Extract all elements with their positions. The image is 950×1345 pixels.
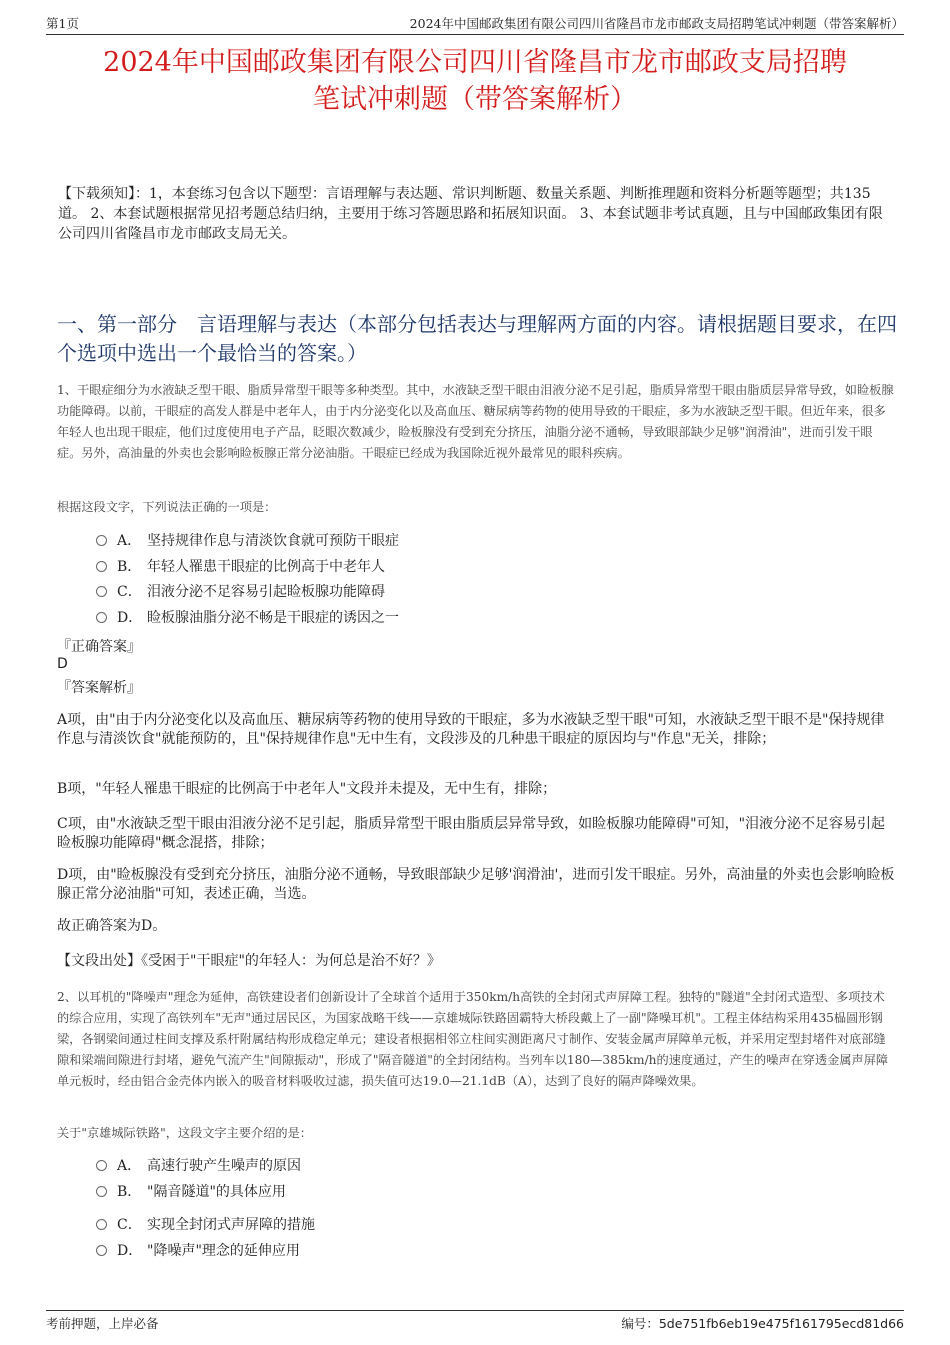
q1-option-a[interactable]: A． 坚持规律作息与清淡饮食就可预防干眼症 — [96, 530, 399, 552]
analysis-label: 『答案解析』 — [57, 680, 141, 696]
radio-icon[interactable] — [96, 1160, 107, 1171]
radio-icon[interactable] — [96, 561, 107, 572]
q2-option-b[interactable]: B． "隔音隧道"的具体应用 — [96, 1181, 286, 1203]
source-note: 【文段出处】《受困于"干眼症"的年轻人：为何总是治不好？》 — [57, 953, 441, 969]
analysis-b: B项，"年轻人罹患干眼症的比例高于中老年人"文段并未提及，无中生有，排除； — [57, 781, 557, 797]
footer-slogan: 考前押题，上岸必备 — [46, 1316, 159, 1331]
page-number: 第1页 — [46, 16, 79, 31]
footer-divider — [46, 1310, 904, 1311]
q1-option-c[interactable]: C． 泪液分泌不足容易引起睑板腺功能障碍 — [96, 581, 385, 603]
q2-option-a[interactable]: A． 高速行驶产生噪声的原因 — [96, 1155, 301, 1177]
q2-option-d[interactable]: D． "降噪声"理念的延伸应用 — [96, 1240, 300, 1262]
footer-code — [621, 1314, 904, 1332]
radio-icon[interactable] — [96, 612, 107, 623]
q1-option-b[interactable]: B． 年轻人罹患干眼症的比例高于中老年人 — [96, 556, 385, 578]
page-header — [46, 14, 904, 35]
answer-value: D — [57, 656, 68, 672]
footer-code-label: 编号： — [621, 1316, 659, 1331]
q1-question: 根据这段文字，下列说法正确的一项是： — [57, 500, 277, 514]
analysis-conclusion: 故正确答案为D。 — [57, 918, 167, 934]
q2-passage: 2、以耳机的"降噪声"理念为延伸，高铁建设者们创新设计了全球首个适用于350km/h高铁的全封闭式声屏障工程。独特的"隧道"全封闭式造型、多项技术的综合应用，实现了高铁列车"无声"通过居民区，为国家战略干线——京雄城际铁路固霸特大桥段戴上了一副"降噪耳机"。工程主体结构采用435榀圆形钢梁，各钢梁间通过柱间支撑及系杆附属结构形成稳定单元；建设者根据相邻立柱间实测距离尺寸制作、安装金属声屏障单元板，并采用定型封堵件对底部缝隙和梁端间隙进行封堵，避免气流产生"间隙振动"，形成了"隔音隧道"的全封闭结构。当列车以180—385km/h的速度通过，产生的噪声在穿透金属声屏障单元板时，经由铝合金壳体内嵌入的吸音材料吸收过滤，损失值可达19.0—21.1dB（A），达到了良好的隔声降噪效果。 — [57, 990, 889, 1088]
analysis-a: A项，由"由于内分泌变化以及高血压、糖尿病等药物的使用导致的干眼症，多为水液缺乏型干眼"可知，水液缺乏型干眼不是"保持规律作息与清淡饮食"就能预防的，且"保持规律作息"无中生有，文段涉及的几种患干眼症的原因均与"作息"无关，排除； — [57, 712, 885, 747]
analysis-d: D项，由"睑板腺没有受到充分挤压，油脂分泌不通畅，导致眼部缺少足够'润滑油'，进而引发干眼症。另外，高油量的外卖也会影响睑板腺正常分泌油脂"可知，表述正确，当选。 — [57, 867, 895, 902]
page-title — [40, 44, 910, 118]
header-doc-title: 2024年中国邮政集团有限公司四川省隆昌市龙市邮政支局招聘笔试冲刺题（带答案解析） — [409, 16, 904, 31]
q2-question: 关于"京雄城际铁路"，这段文字主要介绍的是： — [57, 1126, 312, 1140]
title-line-1: 2024年中国邮政集团有限公司四川省隆昌市龙市邮政支局招聘 — [103, 47, 847, 78]
section-heading: 一、第一部分 言语理解与表达（本部分包括表达与理解两方面的内容。请根据题目要求，在四个选项中选出一个最恰当的答案。） — [57, 312, 897, 365]
q2-option-c[interactable]: C． 实现全封闭式声屏障的措施 — [96, 1214, 315, 1236]
footer-code-value: 5de751fb6eb19e475f161795ecd81d66 — [658, 1316, 904, 1331]
title-line-2: 笔试冲刺题（带答案解析） — [313, 84, 637, 115]
q1-option-d[interactable]: D． 睑板腺油脂分泌不畅是干眼症的诱因之一 — [96, 607, 399, 629]
analysis-c: C项，由"水液缺乏型干眼由泪液分泌不足引起，脂质异常型干眼由脂质层异常导致，如睑板腺功能障碍"可知，"泪液分泌不足容易引起睑板腺功能障碍"概念混搭，排除； — [57, 816, 886, 851]
answer-label: 『正确答案』 — [57, 639, 141, 655]
download-notice: 【下载须知】：1，本套练习包含以下题型：言语理解与表达题、常识判断题、数量关系题、判断推理题和资料分析题等题型；共135道。 2、本套试题根据常见招考题总结归纳，主要用于练习答题思路和拓展知识面。 3、本套试题非考试真题，且与中国邮政集团有限公司四川省隆昌市龙市邮政支局无关。 — [58, 186, 883, 242]
radio-icon[interactable] — [96, 586, 107, 597]
radio-icon[interactable] — [96, 1245, 107, 1256]
q1-passage: 1、干眼症细分为水液缺乏型干眼、脂质异常型干眼等多种类型。其中，水液缺乏型干眼由泪液分泌不足引起，脂质异常型干眼由脂质层异常导致，如睑板腺功能障碍。以前，干眼症的高发人群是中老年人，由于内分泌变化以及高血压、糖尿病等药物的使用导致的干眼症，多为水液缺乏型干眼。但近年来，很多年轻人也出现干眼症，他们过度使用电子产品，眨眼次数减少，睑板腺没有受到充分挤压，油脂分泌不通畅，导致眼部缺少足够"润滑油"，进而引发干眼症。另外，高油量的外卖也会影响睑板腺正常分泌油脂。干眼症已经成为我国除近视外最常见的眼科疾病。 — [57, 383, 894, 460]
radio-icon[interactable] — [96, 535, 107, 546]
radio-icon[interactable] — [96, 1186, 107, 1197]
radio-icon[interactable] — [96, 1219, 107, 1230]
